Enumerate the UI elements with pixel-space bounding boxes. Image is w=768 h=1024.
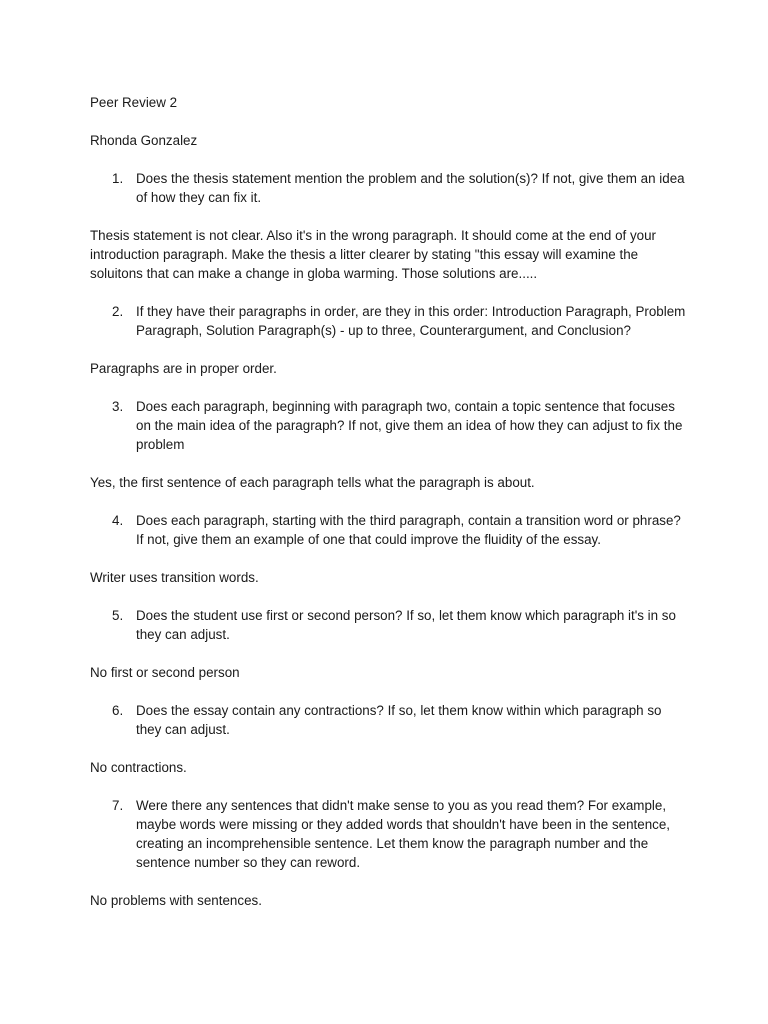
answer-text: Paragraphs are in proper order.: [90, 361, 277, 376]
question-item: [90, 397, 686, 454]
answer-text: Yes, the first sentence of each paragraph tells what the paragraph is about.: [90, 475, 535, 490]
question-number: 7.: [112, 798, 124, 813]
answer-text: Writer uses transition words.: [90, 570, 259, 585]
question-text: Does each paragraph, starting with the third paragraph, contain a transition word or phrase? If not, give them an example of one that could improve the fluidity of the essay.: [136, 513, 681, 547]
question-text: Were there any sentences that didn't make sense to you as you read them? For example, maybe words were missing or they added words that shouldn't have been in the sentence, creating an incomprehensible sentence. Let them know the paragraph number and the sentence number so they can reword.: [136, 798, 671, 870]
answer-text: Thesis statement is not clear. Also it's in the wrong paragraph. It should come at the end of your introduction paragraph. Make the thesis a litter clearer by stating "this essay will examine the soluitons that can make a change in globa warming. Those solutions are.....: [90, 228, 657, 281]
document-page: [90, 93, 686, 929]
question-number: 2.: [112, 304, 124, 319]
author-name: Rhonda Gonzalez: [90, 133, 198, 148]
question-text: Does the essay contain any contractions? If so, let them know within which paragraph so they can adjust.: [136, 703, 662, 737]
question-text: Does the thesis statement mention the problem and the solution(s)? If not, give them an idea of how they can fix it.: [136, 171, 685, 205]
question-number: 5.: [112, 608, 124, 623]
question-text: If they have their paragraphs in order, are they in this order: Introduction Paragraph, Problem Paragraph, Solution Paragraph(s) - up to three, Counterargument, and Conclusion?: [136, 304, 686, 338]
question-item: [90, 606, 686, 644]
answer-text: No first or second person: [90, 665, 240, 680]
answer-text: No contractions.: [90, 760, 187, 775]
document-title: Peer Review 2: [90, 95, 178, 110]
question-item: [90, 302, 686, 340]
question-number: 6.: [112, 703, 124, 718]
question-number: 3.: [112, 399, 124, 414]
question-number: 1.: [112, 171, 124, 186]
answer-text: No problems with sentences.: [90, 893, 262, 908]
question-item: [90, 169, 686, 207]
question-number: 4.: [112, 513, 124, 528]
question-item: [90, 701, 686, 739]
question-item: [90, 796, 686, 872]
question-item: [90, 511, 686, 549]
question-text: Does each paragraph, beginning with paragraph two, contain a topic sentence that focuses on the main idea of the paragraph? If not, give them an idea of how they can adjust to fix the problem: [136, 399, 683, 452]
question-text: Does the student use first or second person? If so, let them know which paragraph it's in so they can adjust.: [136, 608, 676, 642]
